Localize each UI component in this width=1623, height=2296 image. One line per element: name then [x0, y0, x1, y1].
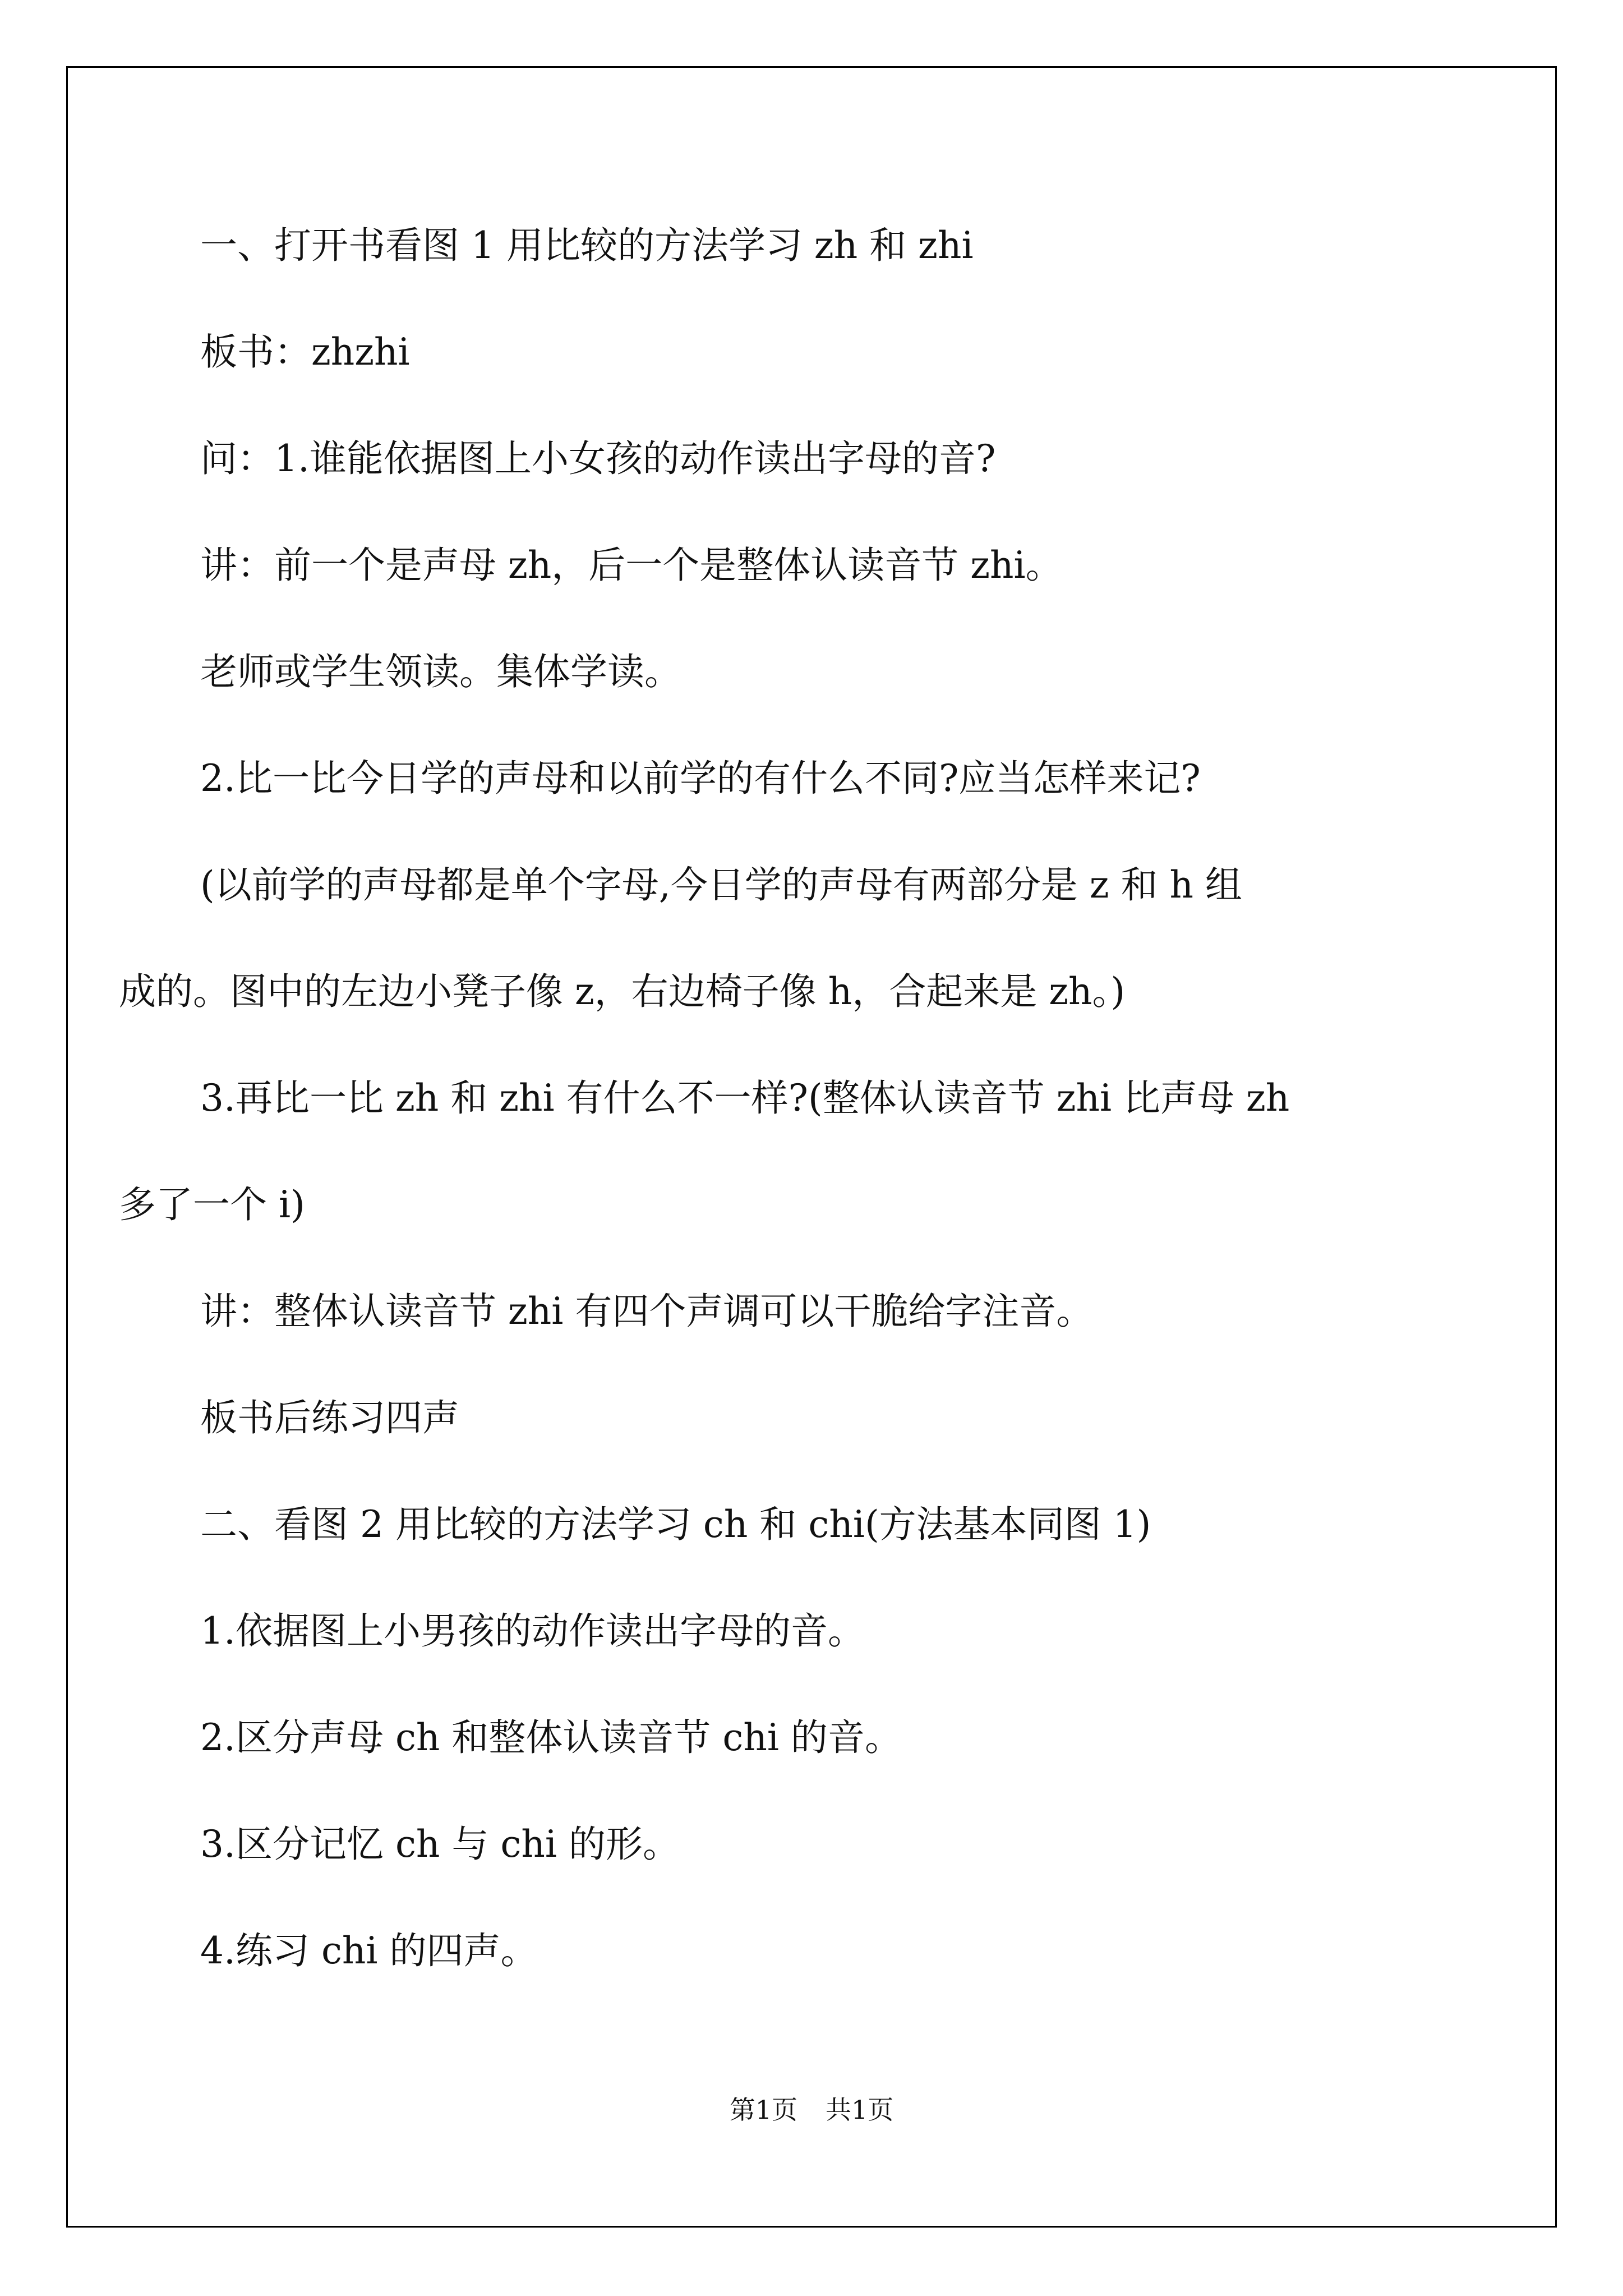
paragraph: [119, 858, 1434, 1071]
paragraph: 1.依据图上小男孩的动作读出字母的音。: [200, 1609, 865, 1653]
paragraph-line: (以前学的声母都是单个字母,今日学的声母有两部分是 z 和 h 组: [200, 863, 1242, 907]
paragraph: 板书后练习四声: [200, 1396, 459, 1439]
document-body: [119, 219, 1434, 2031]
paragraph: 讲：整体认读音节 zhi 有四个声调可以干脆给字注音。: [200, 1290, 1094, 1333]
paragraph: 二、看图 2 用比较的方法学习 ch 和 chi(方法基本同图 1): [200, 1503, 1151, 1546]
paragraph: 讲：前一个是声母 zh，后一个是整体认读音节 zhi。: [200, 544, 1063, 587]
paragraph-line: 成的。图中的左边小凳子像 z，右边椅子像 h，合起来是 zh。): [119, 970, 1126, 1013]
page-total: 共1页: [826, 2095, 894, 2125]
page-number: 第1页: [729, 2095, 797, 2125]
paragraph: 2.区分声母 ch 和整体认读音节 chi 的音。: [200, 1716, 902, 1759]
paragraph-line: 多了一个 i): [119, 1183, 305, 1226]
paragraph: 问：1.谁能依据图上小女孩的动作读出字母的音?: [200, 437, 996, 480]
paragraph: 老师或学生领读。集体学读。: [200, 650, 681, 693]
paragraph: 4.练习 chi 的四声。: [200, 1929, 538, 1972]
paragraph: 一、打开书看图 1 用比较的方法学习 zh 和 zhi: [200, 224, 974, 267]
paragraph: 2.比一比今日学的声母和以前学的有什么不同?应当怎样来记?: [200, 757, 1201, 800]
page-footer: [0, 2090, 1623, 2127]
paragraph-line: 3.再比一比 zh 和 zhi 有什么不一样?(整体认读音节 zhi 比声母 zh: [200, 1076, 1290, 1120]
paragraph: 3.区分记忆 ch 与 chi 的形。: [200, 1823, 680, 1866]
paragraph: [119, 1071, 1434, 1285]
paragraph: 板书：zhzhi: [200, 330, 410, 374]
